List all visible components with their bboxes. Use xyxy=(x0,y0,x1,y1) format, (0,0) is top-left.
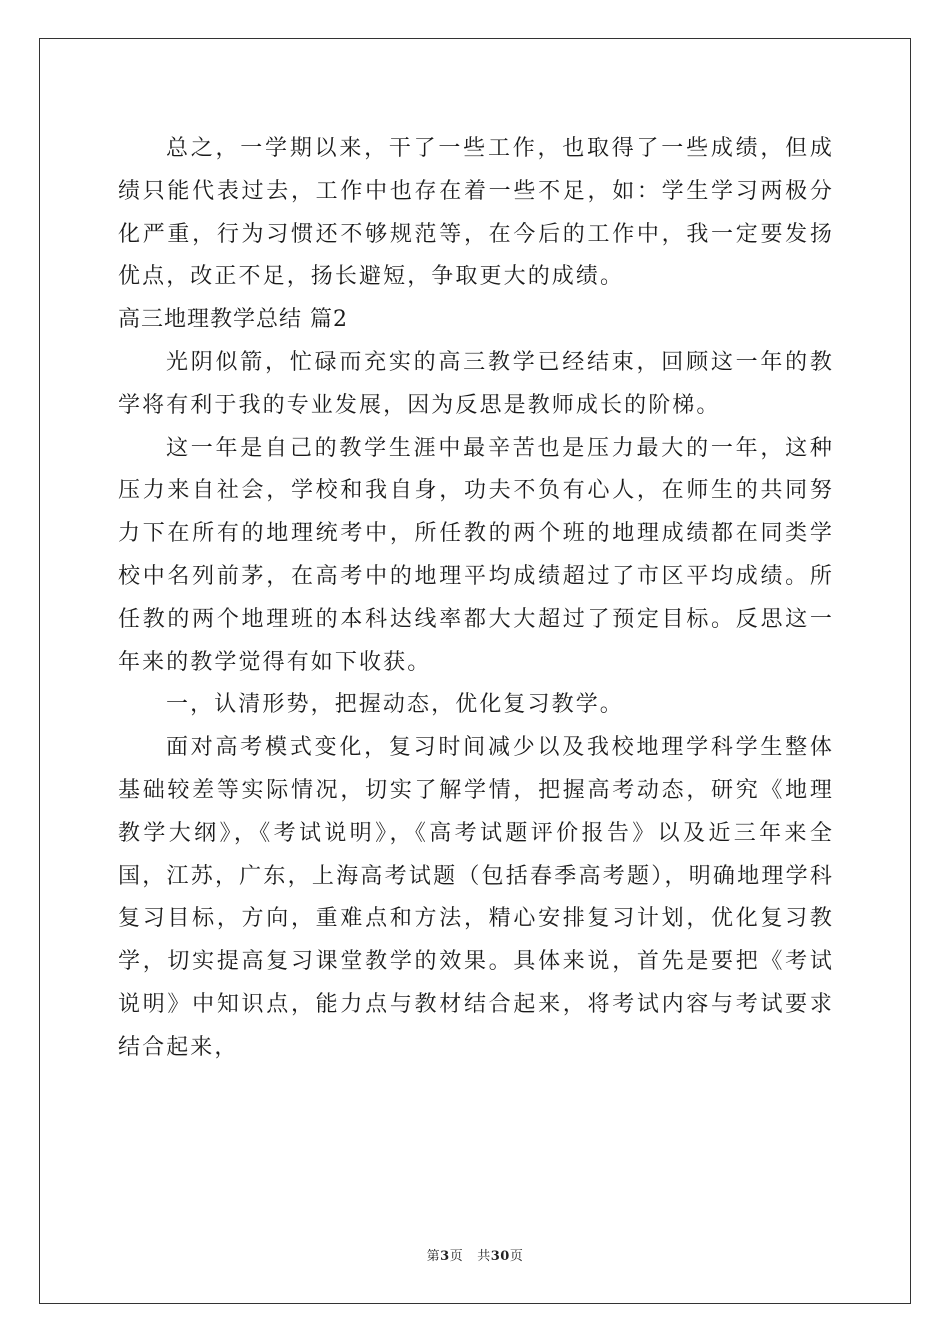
page-suffix: 页 xyxy=(449,1249,464,1264)
page-total: 30 xyxy=(490,1249,510,1264)
paragraph-conclusion: 总之，一学期以来，干了一些工作，也取得了一些成绩，但成绩只能代表过去，工作中也存在着一些不足，如：学生学习两极分化严重，行为习惯还不够规范等，在今后的工作中，我一定要发扬优点，改正不足，扬长避短，争取更大的成绩。 xyxy=(118,136,834,290)
page-current: 3 xyxy=(440,1249,450,1264)
document-body xyxy=(118,128,834,1070)
page-prefix: 第 xyxy=(426,1249,441,1264)
paragraph-intro: 光阴似箭，忙碌而充实的高三教学已经结束，回顾这一年的教学将有利于我的专业发展，因为反思是教师成长的阶梯。 xyxy=(118,349,834,418)
section-heading: 高三地理教学总结 篇2 xyxy=(118,307,348,333)
total-suffix: 页 xyxy=(509,1249,524,1264)
paragraph-year-review: 这一年是自己的教学生涯中最辛苦也是压力最大的一年，这种压力来自社会，学校和我自身，功夫不负有心人，在师生的共同努力下在所有的地理统考中，所任教的两个班的地理成绩都在同类学校中名列前茅，在高考中的地理平均成绩超过了市区平均成绩。所任教的两个地理班的本科达线率都大大超过了预定目标。反思这一年来的教学觉得有如下收获。 xyxy=(118,435,834,675)
paragraph-exam-analysis: 面对高考模式变化，复习时间减少以及我校地理学科学生整体基础较差等实际情况，切实了解学情，把握高考动态，研究《地理教学大纲》，《考试说明》，《高考试题评价报告》以及近三年来全国，江苏，广东，上海高考试题（包括春季高考题），明确地理学科复习目标，方向，重难点和方法，精心安排复习计划，优化复习教学，切实提高复习课堂教学的效果。具体来说，首先是要把《考试说明》中知识点，能力点与教材结合起来，将考试内容与考试要求结合起来， xyxy=(118,735,834,1060)
paragraph-point-one: 一，认清形势，把握动态，优化复习教学。 xyxy=(166,692,624,718)
total-prefix: 共 xyxy=(477,1249,491,1264)
page-footer xyxy=(0,1245,950,1264)
